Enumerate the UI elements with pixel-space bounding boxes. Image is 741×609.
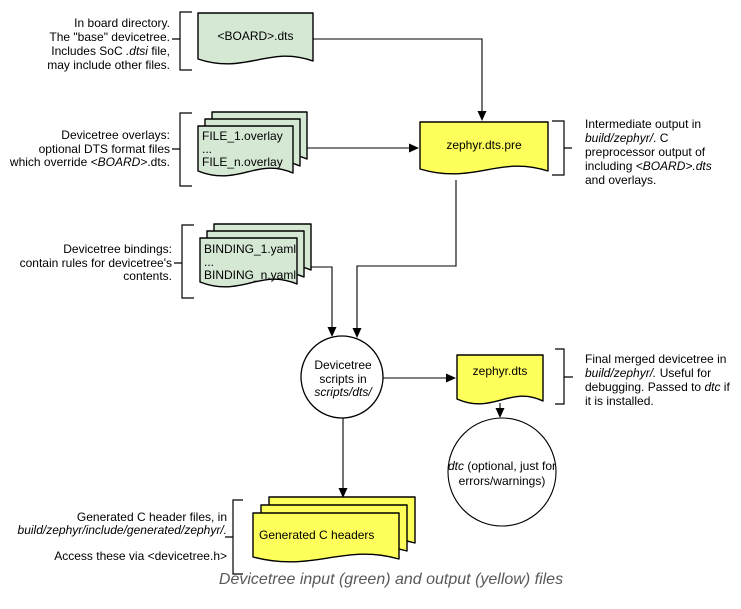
- bracket-bindings-annotation: [174, 225, 194, 298]
- annotation-line: preprocessor output of: [585, 145, 706, 159]
- overlays-annotation: [10, 129, 170, 170]
- annotation-line: it is installed.: [585, 394, 654, 408]
- annotation-line: debugging. Passed to dtc if: [585, 380, 730, 394]
- zephyr-dts-label: zephyr.dts: [472, 364, 528, 378]
- annotation-line: Final merged devicetree in: [585, 352, 727, 366]
- annotation-line: build/zephyr/. Useful for: [585, 366, 712, 380]
- bracket-headers-annotation: [225, 500, 243, 574]
- connector-bindings-to-scripts: [311, 267, 337, 337]
- overlay-file-1: FILE_1.overlay: [202, 129, 283, 143]
- generated-headers-label: Generated C headers: [259, 528, 375, 542]
- overlay-ellipsis: ...: [202, 142, 213, 156]
- connector-scripts-to-zephyrdts: [383, 374, 456, 383]
- annotation-line: contain rules for devicetree's: [19, 255, 172, 270]
- binding-stack-labels: [204, 243, 296, 282]
- bracket-pre-annotation: [552, 121, 572, 175]
- overlay-file-n: FILE_n.overlay: [202, 155, 283, 169]
- scripts-circle-label: [293, 359, 393, 400]
- annotation-line: Includes SoC .dtsi file,: [51, 44, 170, 58]
- annotation-line: Devicetree bindings:: [63, 242, 172, 256]
- annotation-line: Access these via <devicetree.h>: [54, 549, 227, 563]
- annotation-line: build/zephyr/. C: [585, 131, 669, 145]
- annotation-line: Generated C header files, in: [76, 510, 227, 524]
- connector-overlays-to-pre: [307, 144, 419, 153]
- board-dts-label: <BOARD>.dts: [217, 29, 294, 43]
- binding-file-1: BINDING_1.yaml: [204, 242, 297, 256]
- bindings-annotation: [20, 243, 172, 284]
- headers-annotation: [18, 511, 227, 563]
- connector-board-to-pre: [313, 39, 487, 121]
- binding-ellipsis: ...: [204, 255, 215, 269]
- binding-file-n: BINDING_n.yaml: [204, 268, 297, 282]
- diagram-caption: Devicetree input (green) and output (yellow) files: [218, 571, 564, 588]
- scripts-line-2: scripts in: [319, 371, 367, 386]
- annotation-line: In board directory.: [74, 16, 170, 30]
- dtc-line-1: dtc (optional, just for: [447, 459, 557, 473]
- annotation-line: and overlays.: [585, 173, 657, 187]
- annotation-line: Devicetree overlays:: [61, 128, 170, 142]
- connector-zephyrdts-to-dtc: [496, 403, 505, 418]
- bracket-overlays-annotation: [172, 113, 192, 186]
- annotation-line: which override <BOARD>.dts.: [9, 155, 170, 169]
- annotation-line: Intermediate output in: [585, 117, 702, 131]
- connector-pre-to-scripts: [353, 180, 457, 338]
- scripts-line-3: scripts/dts/: [314, 385, 372, 399]
- annotation-line: The "base" devicetree.: [49, 30, 170, 44]
- annotation-line: including <BOARD>.dts: [585, 159, 712, 173]
- annotation-line: may include other files.: [47, 58, 170, 72]
- annotation-line: build/zephyr/include/generated/zephyr/.: [17, 523, 227, 537]
- final-output-annotation: [585, 352, 730, 408]
- board-annotation: [47, 16, 170, 72]
- dtc-line-2: errors/warnings): [458, 474, 546, 488]
- zephyr-dts-pre-label: zephyr.dts.pre: [446, 138, 522, 152]
- connector-scripts-to-headers: [339, 418, 348, 498]
- annotation-line: contents.: [123, 269, 172, 283]
- bracket-board-annotation: [172, 12, 192, 70]
- annotation-line: optional DTS format files: [38, 141, 170, 156]
- dtc-circle-label: [432, 459, 572, 489]
- overlay-stack-labels: [202, 130, 283, 169]
- zephyr-dts-document: [457, 355, 543, 404]
- scripts-line-1: Devicetree: [314, 358, 372, 372]
- pre-output-annotation: [585, 117, 712, 187]
- bracket-final-annotation: [555, 349, 573, 404]
